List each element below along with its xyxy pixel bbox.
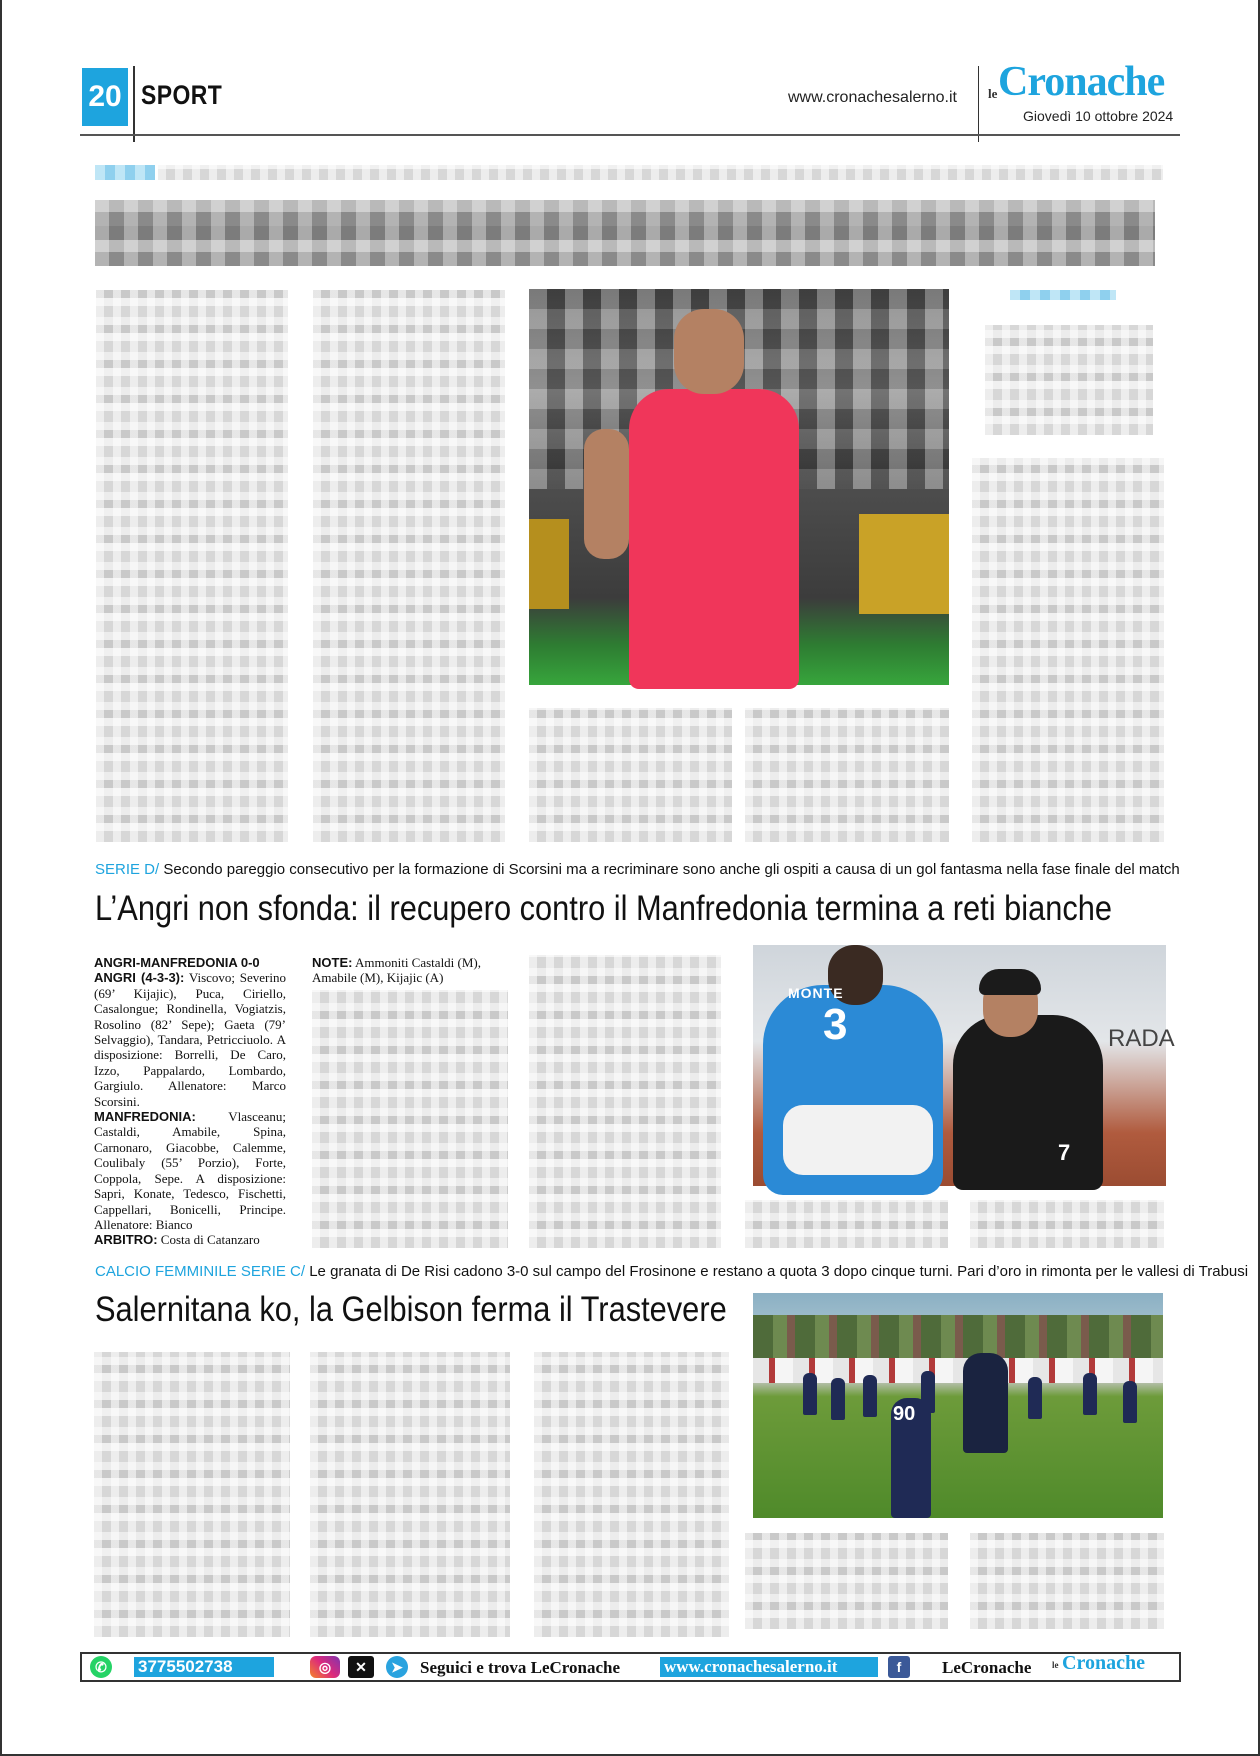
telegram-icon[interactable]: ➤ <box>386 1656 408 1678</box>
photo-player <box>1028 1377 1042 1419</box>
blurred-text-column <box>313 290 505 842</box>
team-label: MANFREDONIA: <box>94 1109 196 1125</box>
follow-text: Seguici e trova LeCronache <box>420 1658 621 1677</box>
blurred-caption <box>745 1533 948 1629</box>
referee-label: ARBITRO: <box>94 1232 158 1248</box>
header-rule <box>80 134 1180 136</box>
photo-player-body <box>629 389 799 689</box>
blurred-caption <box>970 1533 1164 1629</box>
kicker-tag: CALCIO FEMMINILE SERIE C/ <box>95 1263 306 1280</box>
blurred-text-column <box>534 1352 729 1637</box>
footer-brand: LeCronache <box>942 1658 1032 1677</box>
team-lineup: Viscovo; Severino (69’ Kijajic), Puca, Ciriello, Casalongue; Rondinella, Vogiatzis, Rosolino (82’ Sepe); Gaeta (79’ Selvaggio), Tandara, Petricciuolo. A disposizione: Borrelli, De Caro, Izzo, Pappalardo, Lombardo, Gargiulo. Allenatore: Marco Scorsini. <box>94 970 286 1109</box>
photo-jersey-number: 3 <box>823 1000 848 1049</box>
site-url[interactable]: www.cronachesalerno.it <box>788 89 957 106</box>
photo-ad-board <box>859 514 949 614</box>
photo-coach <box>963 1353 1008 1453</box>
blurred-sidebar-tag <box>1010 290 1116 300</box>
photo-background-text: RADA <box>1108 1025 1175 1052</box>
phone-number[interactable]: 3775502738 <box>134 1657 274 1677</box>
blurred-text-column <box>972 458 1164 842</box>
footer-logo: Cronache <box>1062 1652 1145 1674</box>
x-icon[interactable]: ✕ <box>348 1656 374 1678</box>
blurred-text-column <box>310 1352 510 1637</box>
team-label: ANGRI (4-3-3): <box>94 970 185 986</box>
blurred-text-column <box>94 1352 290 1637</box>
issue-date: Giovedì 10 ottobre 2024 <box>1023 108 1174 124</box>
notes-label: NOTE: <box>312 955 353 970</box>
article-headline: L’Angri non sfonda: il recupero contro il Manfredonia termina a reti bianche <box>95 889 1112 928</box>
article-photo-match <box>753 945 1175 1186</box>
blurred-text-column <box>312 990 508 1248</box>
match-notes <box>312 955 508 986</box>
photo-player <box>863 1375 877 1417</box>
instagram-icon[interactable]: ◎ <box>310 1656 340 1678</box>
blurred-sidebar-quote <box>985 325 1153 435</box>
photo-jersey-text: MONTE <box>788 985 844 1001</box>
blurred-text-column <box>529 955 721 1248</box>
match-lineup <box>94 955 286 1248</box>
blurred-caption <box>970 1200 1164 1248</box>
logo-prefix: le <box>988 86 998 101</box>
score-label: ANGRI-MANFREDONIA 0-0 <box>94 955 260 970</box>
article-photo-goalkeeper <box>529 289 949 685</box>
blurred-caption <box>745 1200 948 1248</box>
photo-player-shorts <box>783 1105 933 1175</box>
footer-logo-prefix: le <box>1052 1660 1059 1670</box>
photo-jersey-number: 90 <box>893 1403 916 1425</box>
notes-text: Ammoniti Castaldi (M), Amabile (M), Kijajic (A) <box>312 955 482 986</box>
kicker-text: Secondo pareggio consecutivo per la formazione di Scorsini ma a recriminare sono anche gli ospiti a causa di un gol fantasma nella fase finale del match <box>159 861 1180 878</box>
kicker-tag: SERIE D/ <box>95 861 160 878</box>
photo-jersey-number: 7 <box>1058 1140 1071 1165</box>
header-divider <box>133 66 135 142</box>
page-number: 20 <box>82 68 128 126</box>
kicker-text: Le granata di De Risi cadono 3-0 sul campo del Frosinone e restano a quota 3 dopo cinque turni. Pari d’oro in rimonta per le vallesi di Trabusi <box>305 1263 1249 1280</box>
photo-player <box>803 1373 817 1415</box>
blurred-kicker-tag <box>95 165 155 180</box>
photo-player <box>1083 1373 1097 1415</box>
referee-name: Costa di Catanzaro <box>157 1232 260 1248</box>
photo-player-arm <box>584 429 629 559</box>
blurred-kicker <box>158 165 1163 180</box>
blurred-caption <box>745 708 949 842</box>
photo-player-head <box>674 309 744 394</box>
photo-player <box>831 1378 845 1420</box>
footer-bar <box>80 1652 1181 1682</box>
article-kicker <box>95 861 1180 878</box>
logo-divider <box>978 66 979 142</box>
article-kicker <box>95 1263 1248 1280</box>
photo-player <box>1123 1381 1137 1423</box>
article-photo-women-team <box>753 1293 1163 1518</box>
whatsapp-icon[interactable]: ✆ <box>90 1656 112 1678</box>
footer-url[interactable]: www.cronachesalerno.it <box>660 1657 878 1677</box>
blurred-text-column <box>96 290 288 842</box>
article-headline: Salernitana ko, la Gelbison ferma il Trastevere <box>95 1290 727 1329</box>
blurred-headline <box>95 200 1155 266</box>
team-lineup: Vlasceanu; Castaldi, Amabile, Spina, Carnonaro, Giacobbe, Calemme, Coulibaly (55’ Porzio), Forte, Coppola, Sepe. A disposizione: Sapri, Konate, Tedesco, Fischetti, Cappellari, Bonicelli, Principe. Allenatore: Bianco <box>94 1109 286 1232</box>
facebook-icon[interactable]: f <box>888 1656 910 1678</box>
photo-player-hair <box>979 969 1041 995</box>
photo-ad-board <box>529 519 569 609</box>
blurred-caption <box>529 708 732 842</box>
newspaper-logo: Cronache <box>998 59 1165 105</box>
section-title: SPORT <box>141 80 223 110</box>
photo-player-black <box>953 1015 1103 1190</box>
